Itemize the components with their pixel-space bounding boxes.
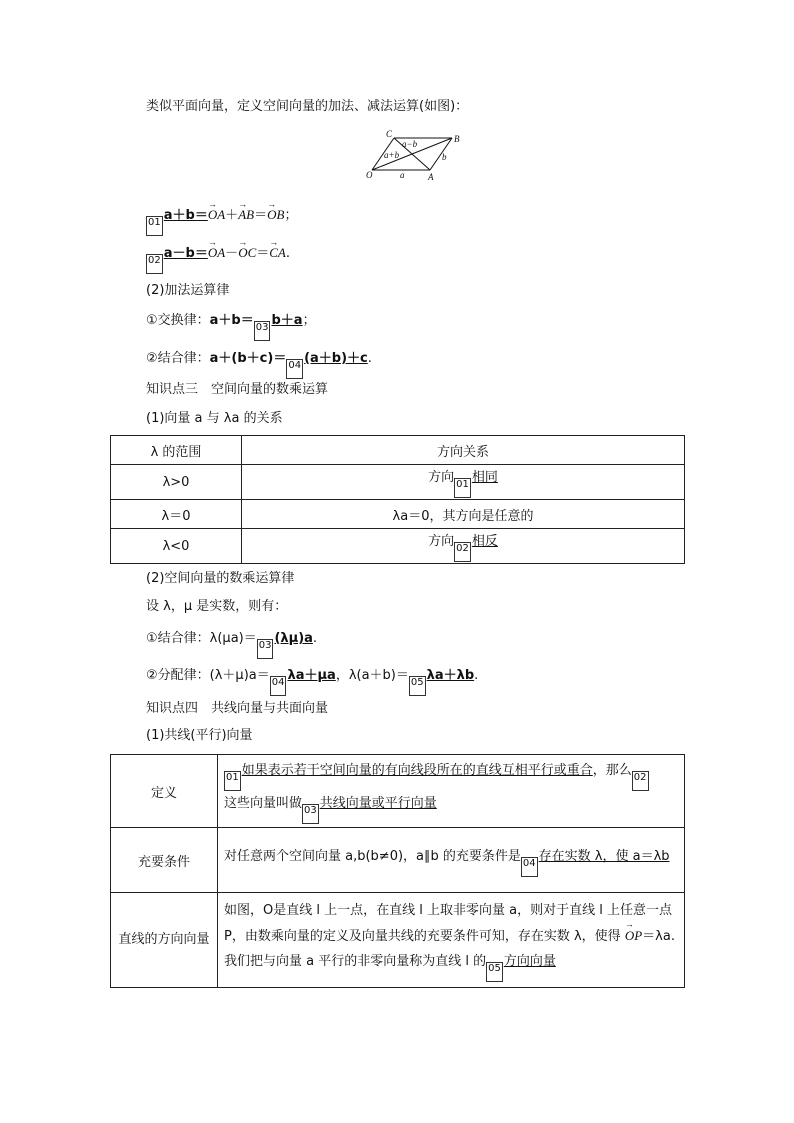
label: ②结合律： bbox=[146, 351, 210, 366]
collinear-table bbox=[110, 754, 685, 988]
answer-box-num: 05 bbox=[409, 676, 426, 696]
scalar-relation-table bbox=[110, 435, 685, 564]
scalar-distributive-law: ②分配律：(λ＋μ)a＝ 04 λa＋μa，λ(a＋b)＝ 05 λa＋λb. bbox=[146, 667, 478, 696]
answer-box-num: 04 bbox=[270, 676, 287, 696]
section-heading-3: 知识点三 空间向量的数乘运算 bbox=[146, 382, 329, 397]
intro-text: 类似平面向量，定义空间向量的加法、减法运算(如图)： bbox=[146, 99, 469, 114]
table-row bbox=[111, 755, 685, 828]
answer-box-num: 03 bbox=[254, 321, 271, 341]
punct: . bbox=[367, 351, 372, 366]
vec-oa: → OA bbox=[208, 244, 225, 262]
cell-direction-vector: 如图，O是直线 l 上一点，在直线 l 上取非零向量 a，则对于直线 l 上任意一点 P，由数乘向量的定义及向量共线的充要条件可知，存在实数 λ，使得 → OP＝λa.我们把与向量 a 平行的非零向量称为直线 l 的 05 方向向量 bbox=[218, 893, 685, 988]
label-vec-a: a bbox=[400, 170, 405, 180]
answer-box-num: 05 bbox=[486, 962, 503, 982]
label-vec-b: b bbox=[442, 152, 447, 162]
answer-box-num: 04 bbox=[521, 857, 538, 877]
answer: b＋a bbox=[271, 313, 303, 328]
vec-op: → OP bbox=[625, 923, 642, 948]
header-range: λ 的范围 bbox=[111, 436, 242, 465]
punct: ； bbox=[284, 208, 298, 223]
header-definition: 定义 bbox=[111, 755, 218, 828]
cell-range: λ>0 bbox=[111, 465, 242, 500]
equals: ＝ bbox=[256, 246, 270, 261]
cell-range: λ＝0 bbox=[111, 500, 242, 529]
cell-definition: 01 如果表示若干空间向量的有向线段所在的直线互相平行或重合，那么 02 这些向量叫做 03 共线向量或平行向量 bbox=[218, 755, 685, 828]
vec-ab: → AB bbox=[238, 206, 254, 224]
scalar-law-title: (2)空间向量的数乘运算律 bbox=[146, 571, 295, 586]
sub-lhs: a－b＝ bbox=[163, 246, 208, 261]
cell-direction: λa＝0，其方向是任意的 bbox=[242, 500, 685, 529]
equals: ＝ bbox=[254, 208, 268, 223]
header-condition: 充要条件 bbox=[111, 828, 218, 893]
header-direction-vector: 直线的方向向量 bbox=[111, 893, 218, 988]
answer-box-num: 01 bbox=[146, 216, 163, 236]
vec-oc: → OC bbox=[238, 244, 256, 262]
let-statement: 设 λ，μ 是实数，则有： bbox=[146, 599, 288, 614]
vec-ca: → CA bbox=[269, 244, 286, 262]
parallelogram-figure bbox=[366, 130, 466, 182]
relation-title: (1)向量 a 与 λa 的关系 bbox=[146, 411, 283, 426]
answer-box-num: 03 bbox=[257, 639, 274, 659]
punct: . bbox=[285, 246, 291, 261]
answer-box-num: 03 bbox=[302, 804, 319, 824]
header-direction: 方向关系 bbox=[242, 436, 685, 465]
table-row bbox=[111, 828, 685, 893]
table-row bbox=[111, 465, 685, 500]
add-lhs: a＋b＝ bbox=[163, 208, 208, 223]
answer-box-num: 02 bbox=[632, 771, 649, 791]
expr: a＋b＝ bbox=[209, 313, 254, 328]
law-title: (2)加法运算律 bbox=[146, 283, 230, 298]
scalar-associative-law: ①结合律：λ(μa)＝ 03 (λμ)a. bbox=[146, 630, 317, 659]
associative-law bbox=[146, 350, 372, 379]
label-b: B bbox=[454, 134, 460, 144]
label-c: C bbox=[386, 130, 393, 139]
cell-condition: 对任意两个空间向量 a,b(b≠0)，a∥b 的充要条件是 04 存在实数 λ，使 a＝λb bbox=[218, 828, 685, 893]
label-a-minus-b: a−b bbox=[402, 139, 418, 149]
subtraction-line bbox=[146, 244, 290, 274]
plus: ＋ bbox=[225, 208, 239, 223]
section-heading-4: 知识点四 共线向量与共面向量 bbox=[146, 701, 329, 716]
cell-range: λ<0 bbox=[111, 529, 242, 564]
commutative-law bbox=[146, 312, 316, 341]
label: ①交换律： bbox=[146, 313, 210, 328]
vec-oa: → OA bbox=[208, 206, 225, 224]
answer-box-num: 01 bbox=[454, 478, 471, 498]
answer-box-num: 04 bbox=[286, 359, 303, 379]
table-row bbox=[111, 529, 685, 564]
expr: a＋(b＋c)＝ bbox=[209, 351, 287, 366]
label-a: A bbox=[428, 172, 434, 182]
cell-direction: 方向 02 相反 bbox=[242, 529, 685, 564]
label-a-plus-b: a+b bbox=[384, 150, 400, 160]
answer-box-num: 02 bbox=[146, 254, 163, 274]
minus: － bbox=[225, 246, 239, 261]
vec-ob: → OB bbox=[267, 206, 284, 224]
punct: ； bbox=[302, 313, 316, 328]
label-o: O bbox=[366, 170, 373, 180]
answer-box-num: 02 bbox=[454, 542, 471, 562]
table-row bbox=[111, 500, 685, 529]
collinear-title: (1)共线(平行)向量 bbox=[146, 728, 253, 743]
table-row bbox=[111, 893, 685, 988]
answer-box-num: 01 bbox=[224, 771, 241, 791]
addition-line bbox=[146, 206, 297, 236]
cell-direction: 方向 01 相同 bbox=[242, 465, 685, 500]
table-row bbox=[111, 436, 685, 465]
answer: (a＋b)＋c bbox=[304, 351, 368, 366]
